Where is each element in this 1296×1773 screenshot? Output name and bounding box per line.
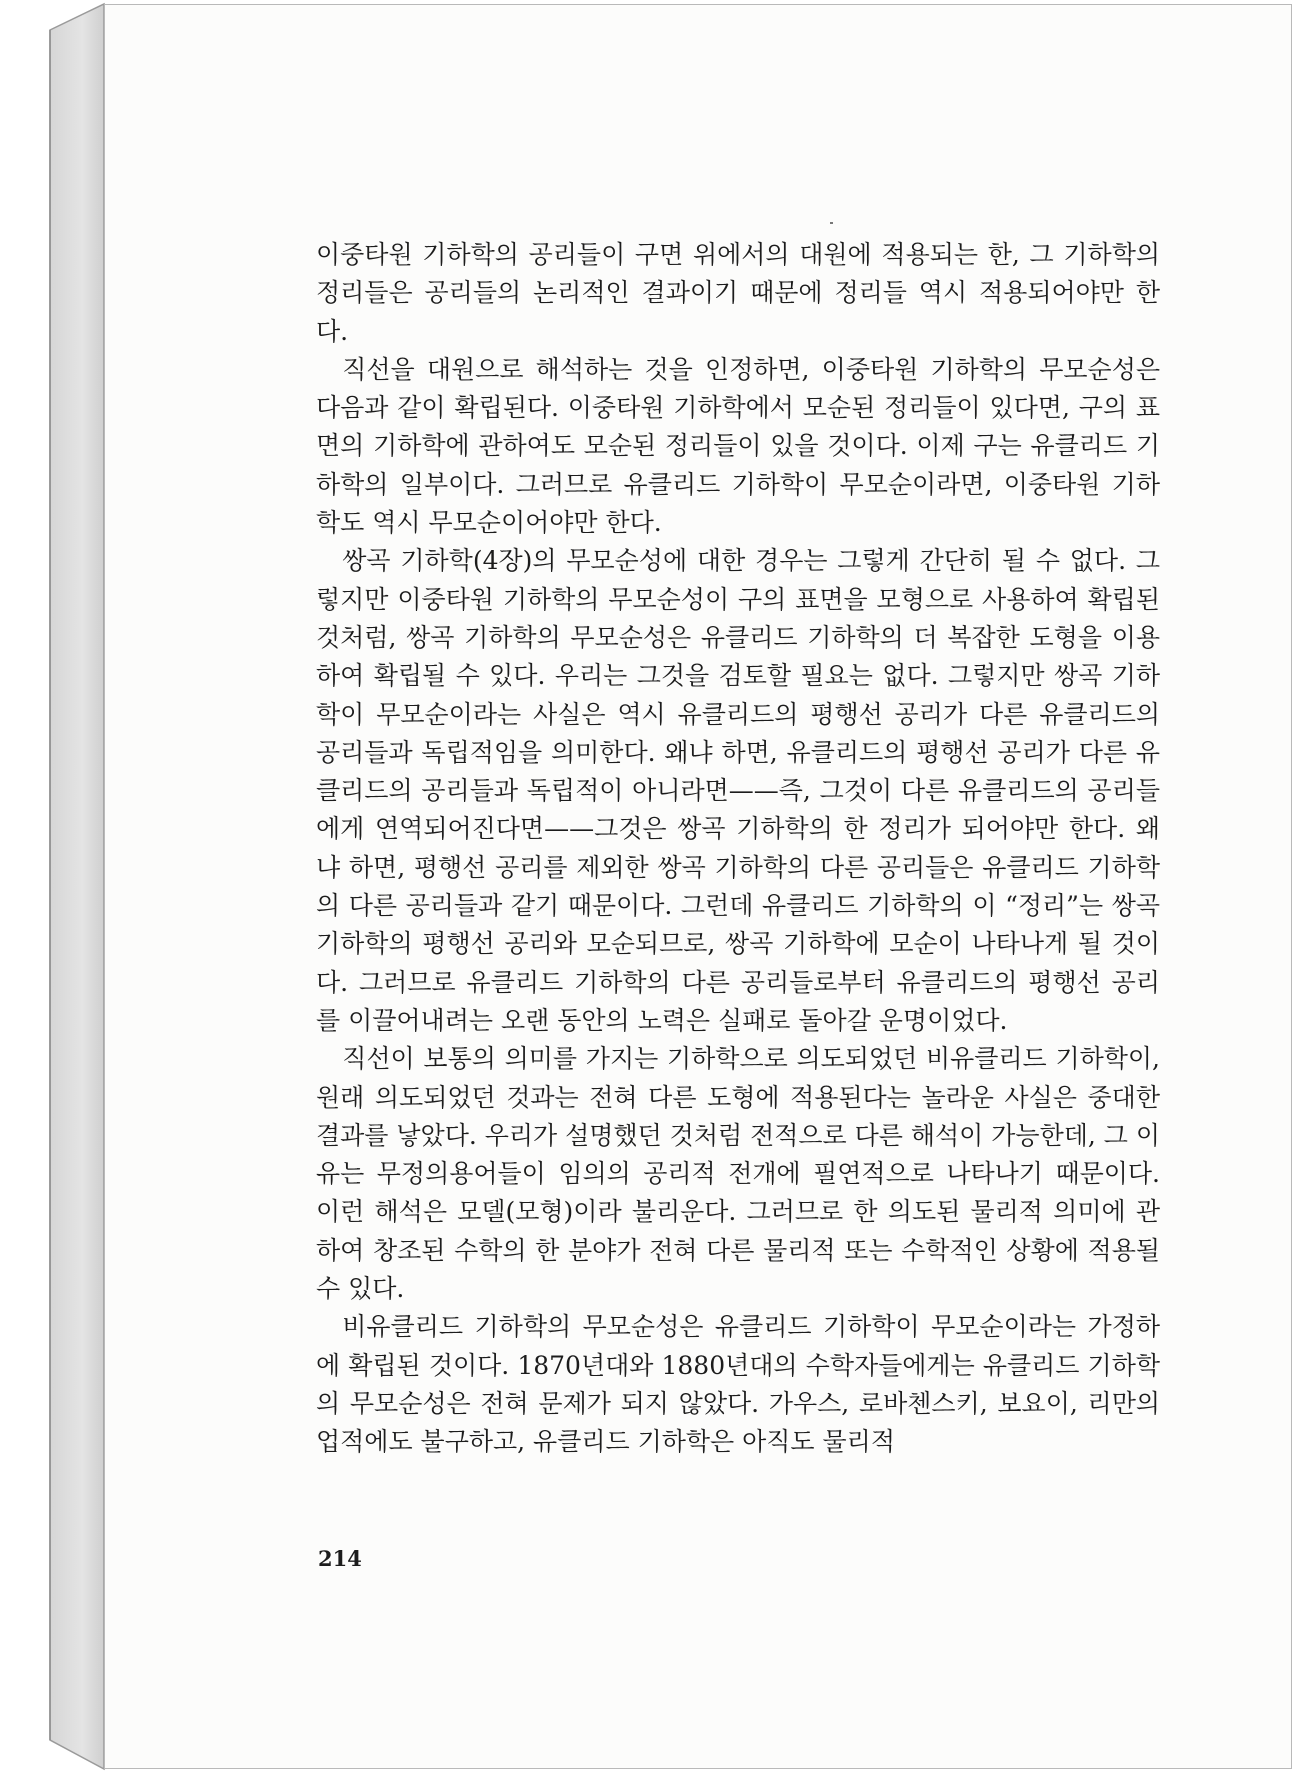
ink-speck — [830, 222, 833, 224]
paragraph-2: 직선을 대원으로 해석하는 것을 인정하면, 이중타원 기하학의 무모순성은 다음과 같이 확립된다. 이중타원 기하학에서 모순된 정리들이 있다면, 구의 표면의 기하학에 관하여도 모순된 정리들이 있을 것이다. 이제 구는 유클리드 기하학의 일부이다. 그러므로 유클리드 기하학이 무모순이라면, 이중타원 기하학도 역시 무모순이어야만 한다. — [316, 354, 1160, 538]
paragraph-3: 쌍곡 기하학(4장)의 무모순성에 대한 경우는 그렇게 간단히 될 수 없다. 그렇지만 이중타원 기하학의 무모순성이 구의 표면을 모형으로 사용하여 확립된 것처럼, 쌍곡 기하학의 무모순성은 유클리드 기하학의 더 복잡한 도형을 이용하여 확립될 수 있다. 우리는 그것을 검토할 필요는 없다. 그렇지만 쌍곡 기하학이 무모순이라는 사실은 역시 유클리드의 평행선 공리가 다른 유클리드의 공리들과 독립적임을 의미한다. 왜냐 하면, 유클리드의 평행선 공리가 다른 유클리드의 공리들과 독립적이 아니라면——즉, 그것이 다른 유클리드의 공리들에게 연역되어진다면——그것은 쌍곡 기하학의 한 정리가 되어야만 한다. 왜냐 하면, 평행선 공리를 제외한 쌍곡 기하학의 다른 공리들은 유클리드 기하학의 다른 공리들과 같기 때문이다. 그런데 유클리드 기하학의 이 “정리”는 쌍곡 기하학의 평행선 공리와 모순되므로, 쌍곡 기하학에 모순이 나타나게 될 것이다. 그러므로 유클리드 기하학의 다른 공리들로부터 유클리드의 평행선 공리를 이끌어내려는 오랜 동안의 노력은 실패로 돌아갈 운명이었다. — [316, 546, 1160, 1035]
paragraph-5: 비유클리드 기하학의 무모순성은 유클리드 기하학이 무모순이라는 가정하에 확립된 것이다. 1870년대와 1880년대의 수학자들에게는 유클리드 기하학의 무모순성은 전혀 문제가 되지 않았다. 가우스, 로바첸스키, 보요이, 리만의 업적에도 불구하고, 유클리드 기하학은 아직도 물리적 — [316, 1312, 1160, 1457]
page-number: 214 — [318, 1546, 362, 1571]
book-spine-edge — [50, 4, 104, 1769]
paragraph-1: 이중타원 기하학의 공리들이 구면 위에서의 대원에 적용되는 한, 그 기하학의 정리들은 공리들의 논리적인 결과이기 때문에 정리들 역시 적용되어야만 한다. — [316, 240, 1160, 346]
body-text — [316, 236, 1160, 1462]
paragraph-4: 직선이 보통의 의미를 가지는 기하학으로 의도되었던 비유클리드 기하학이, 원래 의도되었던 것과는 전혀 다른 도형에 적용된다는 놀라운 사실은 중대한 결과를 낳았다. 우리가 설명했던 것처럼 전적으로 다른 해석이 가능한데, 그 이유는 무정의용어들이 임의의 공리적 전개에 필연적으로 나타나기 때문이다. 이런 해석은 모델(모형)이라 불리운다. 그러므로 한 의도된 물리적 의미에 관하여 창조된 수학의 한 분야가 전혀 다른 물리적 또는 수학적인 상황에 적용될 수 있다. — [316, 1044, 1161, 1304]
